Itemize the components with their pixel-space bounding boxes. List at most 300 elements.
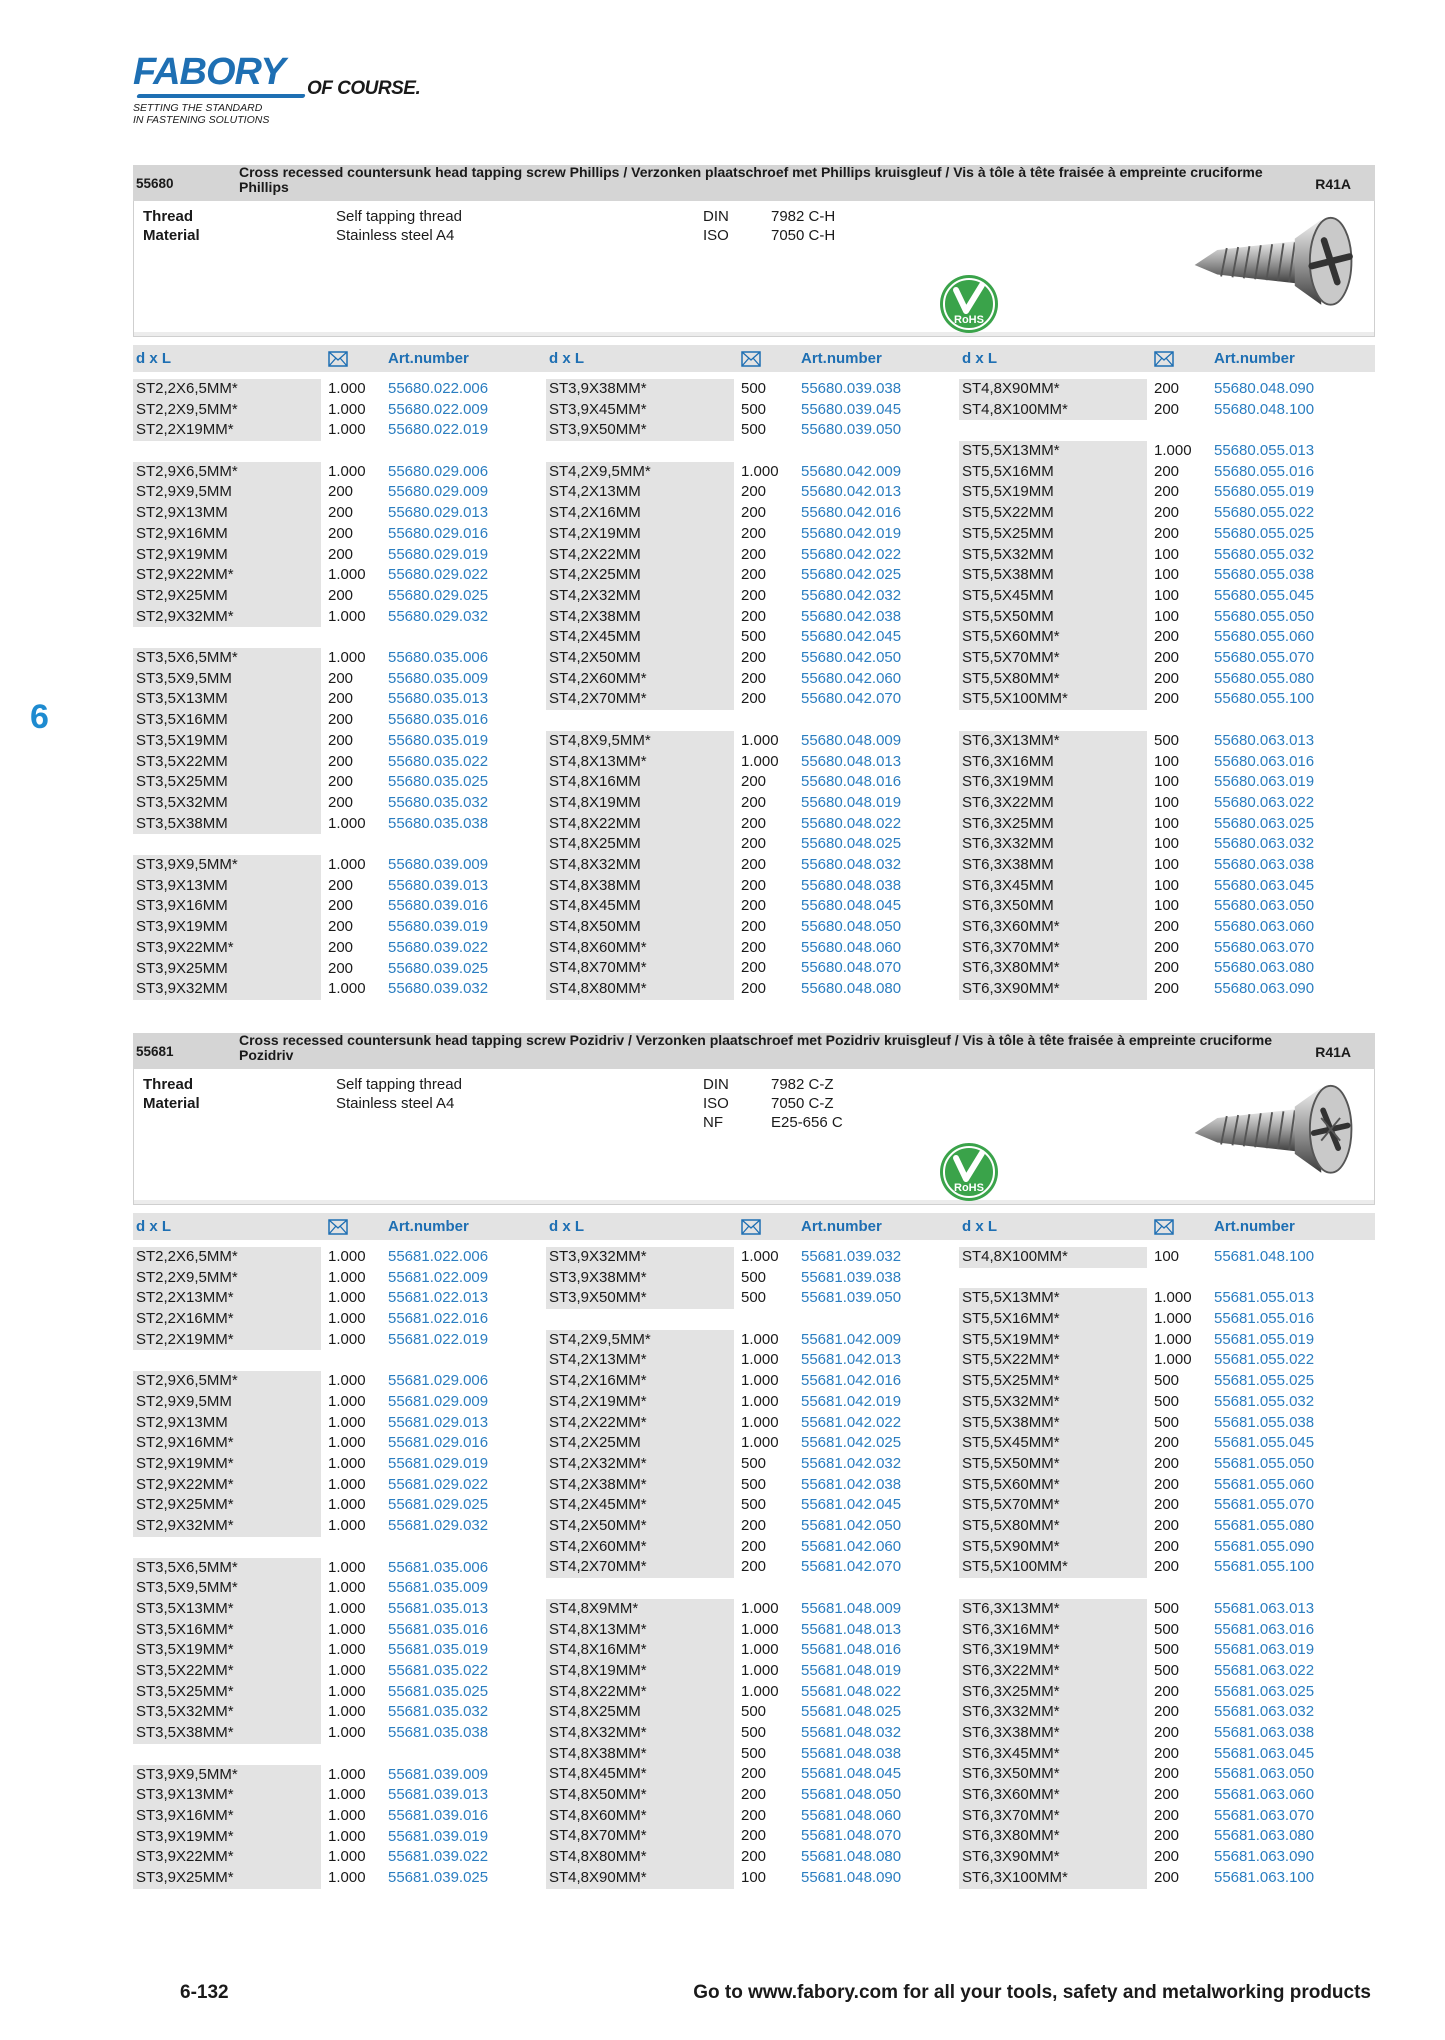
article-number-link[interactable]: 55681.063.016 (1214, 1620, 1315, 1638)
article-number-link[interactable]: 55680.063.025 (1214, 814, 1315, 832)
article-number-link[interactable]: 55680.035.019 (388, 731, 489, 749)
article-number-link[interactable]: 55681.048.016 (801, 1641, 902, 1659)
size-cell: ST3,9X32MM (133, 979, 321, 1000)
article-number-link[interactable]: 55681.035.016 (388, 1620, 489, 1638)
article-number-link[interactable]: 55681.042.038 (801, 1475, 902, 1493)
article-number-link[interactable]: 55680.022.019 (388, 421, 489, 439)
article-number-link[interactable]: 55680.039.019 (388, 918, 489, 936)
article-number-link[interactable]: 55681.039.022 (388, 1848, 489, 1866)
column-header-artnumber: Art.number (388, 1218, 469, 1235)
article-number-link[interactable]: 55681.042.009 (801, 1330, 902, 1348)
article-number-link[interactable]: 55681.029.022 (388, 1475, 489, 1493)
standard-value: 7050 C-H (771, 227, 836, 244)
article-number-link[interactable]: 55681.035.013 (388, 1599, 489, 1617)
size-cell: ST2,9X25MM (133, 586, 321, 607)
table-row (133, 379, 545, 400)
packaging-quantity-header (328, 1219, 348, 1240)
size-cell: ST4,8X22MM* (546, 1682, 734, 1703)
article-number-link[interactable]: 55680.042.050 (801, 648, 902, 666)
article-number-link[interactable]: 55680.055.045 (1214, 586, 1315, 604)
size-cell: ST4,8X70MM* (546, 1826, 734, 1847)
article-number-link[interactable]: 55681.042.019 (801, 1392, 902, 1410)
article-number-link[interactable]: 55681.029.025 (388, 1496, 489, 1514)
article-number-link[interactable]: 55681.063.050 (1214, 1765, 1315, 1783)
table-row (959, 565, 1371, 586)
table-row (546, 1557, 958, 1578)
size-cell: ST3,9X9,5MM* (133, 855, 321, 876)
table-row (133, 1868, 545, 1889)
article-number-link[interactable]: 55681.048.050 (801, 1786, 902, 1804)
quantity-cell: 500 (741, 628, 767, 646)
quantity-cell: 200 (1154, 1496, 1180, 1514)
article-number-link[interactable]: 55681.063.025 (1214, 1682, 1315, 1700)
article-number-link[interactable]: 55681.029.016 (388, 1434, 489, 1452)
article-number-link[interactable]: 55681.042.025 (801, 1434, 902, 1452)
size-cell: ST2,9X16MM* (133, 1433, 321, 1454)
article-number-link[interactable]: 55680.063.045 (1214, 876, 1315, 894)
table-row (959, 876, 1371, 897)
size-cell: ST2,9X6,5MM* (133, 462, 321, 483)
table-row (133, 1785, 545, 1806)
article-number-link[interactable]: 55680.039.009 (388, 856, 489, 874)
table-row (959, 1620, 1371, 1641)
article-number-link[interactable]: 55681.029.013 (388, 1413, 489, 1431)
size-cell: ST4,2X25MM (546, 1433, 734, 1454)
article-number-link[interactable]: 55681.042.070 (801, 1558, 902, 1576)
quantity-cell: 1.000 (328, 1268, 366, 1286)
article-number-link[interactable]: 55680.063.038 (1214, 856, 1315, 874)
column-header-artnumber: Art.number (1214, 1218, 1295, 1235)
article-number-link[interactable]: 55680.022.009 (388, 400, 489, 418)
article-number-link[interactable]: 55681.048.080 (801, 1848, 902, 1866)
size-cell: ST4,2X22MM* (546, 1413, 734, 1434)
article-number-link[interactable]: 55681.055.038 (1214, 1413, 1315, 1431)
quantity-cell: 200 (1154, 1868, 1180, 1886)
column-header-dxl: d x L (549, 350, 585, 367)
article-number-link[interactable]: 55680.055.016 (1214, 462, 1315, 480)
article-number-link[interactable]: 55681.063.013 (1214, 1599, 1315, 1617)
article-number-link[interactable]: 55681.048.013 (801, 1620, 902, 1638)
article-number-link[interactable]: 55680.055.100 (1214, 690, 1315, 708)
table-row (133, 1702, 545, 1723)
material-label: Material (143, 227, 200, 244)
article-number-link[interactable]: 55680.042.025 (801, 566, 902, 584)
table-row (133, 876, 545, 897)
article-number-link[interactable]: 55680.055.060 (1214, 628, 1315, 646)
article-number-link[interactable]: 55681.029.019 (388, 1454, 489, 1472)
article-number-link[interactable]: 55681.042.016 (801, 1372, 902, 1390)
size-cell: ST2,9X25MM* (133, 1495, 321, 1516)
article-number-link[interactable]: 55681.035.022 (388, 1661, 489, 1679)
article-number-link[interactable]: 55681.055.060 (1214, 1475, 1315, 1493)
article-number-link[interactable]: 55680.048.080 (801, 980, 902, 998)
article-number-link[interactable]: 55681.035.038 (388, 1724, 489, 1741)
article-number-link[interactable]: 55681.048.090 (801, 1868, 902, 1886)
quantity-cell: 500 (741, 1496, 767, 1514)
article-number-link[interactable]: 55680.039.032 (388, 980, 489, 998)
article-number-link[interactable]: 55681.055.045 (1214, 1434, 1315, 1452)
article-number-link[interactable]: 55681.055.016 (1214, 1310, 1315, 1328)
size-cell: ST3,9X22MM* (133, 1847, 321, 1868)
article-number-link[interactable]: 55681.048.009 (801, 1599, 902, 1617)
table-row (959, 814, 1371, 835)
packaging-quantity-header (328, 351, 348, 372)
article-number-link[interactable]: 55681.042.045 (801, 1496, 902, 1514)
table-row (546, 1392, 958, 1413)
article-number-link[interactable]: 55680.055.022 (1214, 504, 1315, 522)
article-number-link[interactable]: 55681.022.013 (388, 1289, 489, 1307)
article-number-link[interactable]: 55681.042.060 (801, 1537, 902, 1555)
quantity-cell: 1.000 (741, 1434, 779, 1452)
article-number-link[interactable]: 55681.039.025 (388, 1868, 489, 1886)
quantity-cell: 200 (741, 1806, 767, 1824)
article-number-link[interactable]: 55680.042.032 (801, 586, 902, 604)
column-header-dxl: d x L (962, 350, 998, 367)
svg-text:RoHS: RoHS (954, 314, 984, 326)
article-number-link[interactable]: 55680.048.022 (801, 814, 902, 832)
article-number-link[interactable]: 55680.039.016 (388, 897, 489, 915)
article-number-link[interactable]: 55680.063.090 (1214, 980, 1315, 998)
article-number-link[interactable]: 55681.022.006 (388, 1248, 489, 1265)
table-row (959, 1868, 1371, 1889)
article-number-link[interactable]: 55681.055.090 (1214, 1537, 1315, 1555)
article-number-link[interactable]: 55680.029.032 (388, 607, 489, 625)
article-number-link[interactable]: 55680.035.022 (388, 752, 489, 770)
article-number-link[interactable]: 55680.048.060 (801, 938, 902, 956)
article-number-link[interactable]: 55681.048.038 (801, 1744, 902, 1762)
size-group (133, 379, 545, 441)
article-number-link[interactable]: 55680.039.022 (388, 938, 489, 956)
size-cell: ST3,5X9,5MM* (133, 1578, 321, 1599)
quantity-cell: 1.000 (328, 980, 366, 998)
article-number-link[interactable]: 55680.042.070 (801, 690, 902, 708)
article-number-link[interactable]: 55681.048.060 (801, 1806, 902, 1824)
article-number-link[interactable]: 55680.035.016 (388, 711, 489, 729)
table-row (959, 1475, 1371, 1496)
article-number-link[interactable]: 55681.063.060 (1214, 1786, 1315, 1804)
article-number-link[interactable]: 55680.042.019 (801, 524, 902, 542)
size-cell: ST4,8X100MM* (959, 400, 1147, 421)
article-number-link[interactable]: 55680.063.070 (1214, 938, 1315, 956)
table-row (133, 855, 545, 876)
quantity-cell: 1.000 (328, 1620, 366, 1638)
size-group (546, 1247, 958, 1309)
article-number-link[interactable]: 55681.055.013 (1214, 1289, 1315, 1307)
article-number-link[interactable]: 55681.042.050 (801, 1516, 902, 1534)
table-row (546, 752, 958, 773)
article-number-link[interactable]: 55681.039.038 (801, 1268, 902, 1286)
article-number-link[interactable]: 55680.029.022 (388, 566, 489, 584)
quantity-cell: 1.000 (328, 856, 366, 874)
quantity-cell: 200 (741, 566, 767, 584)
article-number-link[interactable]: 55680.039.013 (388, 876, 489, 894)
size-cell: ST6,3X80MM* (959, 1826, 1147, 1847)
size-cell: ST3,5X25MM (133, 772, 321, 793)
article-number-link[interactable]: 55681.063.070 (1214, 1806, 1315, 1824)
article-number-link[interactable]: 55681.055.019 (1214, 1330, 1315, 1348)
quantity-cell: 200 (328, 773, 354, 791)
article-number-link[interactable]: 55680.055.070 (1214, 648, 1315, 666)
size-cell: ST6,3X22MM (959, 793, 1147, 814)
article-number-link[interactable]: 55681.055.025 (1214, 1372, 1315, 1390)
article-number-link[interactable]: 55680.039.025 (388, 959, 489, 977)
article-number-link[interactable]: 55681.063.045 (1214, 1744, 1315, 1762)
quantity-cell: 200 (328, 876, 354, 894)
table-row (133, 648, 545, 669)
article-number-link[interactable]: 55681.039.013 (388, 1786, 489, 1804)
table-row (546, 1247, 958, 1268)
article-number-link[interactable]: 55681.022.009 (388, 1268, 489, 1286)
article-number-link[interactable]: 55680.042.016 (801, 504, 902, 522)
article-number-link[interactable]: 55680.035.009 (388, 669, 489, 687)
article-number-link[interactable]: 55681.042.032 (801, 1454, 902, 1472)
article-number-link[interactable]: 55680.035.032 (388, 793, 489, 811)
size-cell: ST4,2X9,5MM* (546, 1330, 734, 1351)
size-cell: ST6,3X16MM* (959, 1620, 1147, 1641)
quantity-cell: 1.000 (328, 421, 366, 439)
size-cell: ST2,9X16MM (133, 524, 321, 545)
article-number-link[interactable]: 55680.039.045 (801, 400, 902, 418)
quantity-cell: 100 (1154, 897, 1180, 915)
article-number-link[interactable]: 55681.055.022 (1214, 1351, 1315, 1369)
article-number-link[interactable]: 55680.055.019 (1214, 483, 1315, 501)
size-cell: ST2,9X32MM* (133, 607, 321, 628)
size-cell: ST5,5X50MM (959, 607, 1147, 628)
article-number-link[interactable]: 55681.063.090 (1214, 1848, 1315, 1866)
article-number-link[interactable]: 55681.035.025 (388, 1682, 489, 1700)
quantity-cell: 200 (741, 648, 767, 666)
table-row (546, 1640, 958, 1661)
article-number-link[interactable]: 55680.063.013 (1214, 731, 1315, 749)
quantity-cell: 200 (741, 918, 767, 936)
quantity-cell: 100 (1154, 773, 1180, 791)
table-row (959, 503, 1371, 524)
size-cell: ST4,8X50MM (546, 917, 734, 938)
article-number-link[interactable]: 55680.055.032 (1214, 545, 1315, 563)
size-cell: ST5,5X80MM* (959, 669, 1147, 690)
table-row (133, 772, 545, 793)
article-number-link[interactable]: 55681.039.050 (801, 1289, 902, 1307)
quantity-cell: 1.000 (328, 1786, 366, 1804)
quantity-cell: 500 (741, 1475, 767, 1493)
size-cell: ST4,8X25MM (546, 1702, 734, 1723)
size-cell: ST5,5X13MM* (959, 441, 1147, 462)
article-number-link[interactable]: 55681.048.100 (1214, 1248, 1315, 1265)
article-number-link[interactable]: 55680.035.038 (388, 814, 489, 832)
article-number-link[interactable]: 55680.042.060 (801, 669, 902, 687)
article-number-link[interactable]: 55681.048.045 (801, 1765, 902, 1783)
article-number-link[interactable]: 55680.063.050 (1214, 897, 1315, 915)
article-number-link[interactable]: 55681.055.070 (1214, 1496, 1315, 1514)
article-number-link[interactable]: 55681.048.019 (801, 1661, 902, 1679)
table-row (546, 586, 958, 607)
logo-tagline-line2: IN FASTENING SOLUTIONS (133, 114, 270, 126)
quantity-cell: 200 (1154, 1682, 1180, 1700)
article-number-link[interactable]: 55681.035.032 (388, 1703, 489, 1721)
quantity-cell: 500 (741, 1744, 767, 1762)
size-cell: ST6,3X19MM* (959, 1640, 1147, 1661)
article-number-link[interactable]: 55680.029.013 (388, 504, 489, 522)
article-number-link[interactable]: 55680.042.045 (801, 628, 902, 646)
table-row (959, 1288, 1371, 1309)
article-number-link[interactable]: 55680.048.032 (801, 856, 902, 874)
article-number-link[interactable]: 55681.063.019 (1214, 1641, 1315, 1659)
quantity-cell: 200 (1154, 1434, 1180, 1452)
article-number-link[interactable]: 55680.063.016 (1214, 752, 1315, 770)
article-number-link[interactable]: 55681.048.070 (801, 1827, 902, 1845)
article-number-link[interactable]: 55680.029.006 (388, 462, 489, 480)
quantity-cell: 1.000 (741, 1330, 779, 1348)
article-number-link[interactable]: 55680.048.009 (801, 731, 902, 749)
quantity-cell: 1.000 (328, 1330, 366, 1348)
quantity-cell: 200 (328, 752, 354, 770)
article-number-link[interactable]: 55681.029.009 (388, 1392, 489, 1410)
article-number-link[interactable]: 55681.055.050 (1214, 1454, 1315, 1472)
article-number-link[interactable]: 55681.042.013 (801, 1351, 902, 1369)
quantity-cell: 500 (741, 1703, 767, 1721)
article-number-link[interactable]: 55681.048.025 (801, 1703, 902, 1721)
article-number-link[interactable]: 55681.063.032 (1214, 1703, 1315, 1721)
table-row (546, 462, 958, 483)
table-row (959, 1433, 1371, 1454)
article-number-link[interactable]: 55681.039.019 (388, 1827, 489, 1845)
article-number-link[interactable]: 55681.042.022 (801, 1413, 902, 1431)
quantity-cell: 1.000 (328, 814, 366, 832)
article-number-link[interactable]: 55680.048.013 (801, 752, 902, 770)
article-number-link[interactable]: 55680.022.006 (388, 380, 489, 397)
table-row (546, 1723, 958, 1744)
article-number-link[interactable]: 55680.042.038 (801, 607, 902, 625)
quantity-cell: 200 (1154, 918, 1180, 936)
table-row (959, 1309, 1371, 1330)
size-cell: ST6,3X16MM (959, 752, 1147, 773)
article-number-link[interactable]: 55680.048.050 (801, 918, 902, 936)
article-number-link[interactable]: 55680.063.019 (1214, 773, 1315, 791)
table-row (959, 627, 1371, 648)
article-number-link[interactable]: 55680.029.025 (388, 586, 489, 604)
article-number-link[interactable]: 55680.048.090 (1214, 380, 1315, 397)
article-number-link[interactable]: 55681.048.022 (801, 1682, 902, 1700)
article-number-link[interactable]: 55680.042.022 (801, 545, 902, 563)
size-cell: ST4,8X13MM* (546, 1620, 734, 1641)
size-cell: ST2,9X13MM (133, 503, 321, 524)
article-number-link[interactable]: 55680.055.050 (1214, 607, 1315, 625)
article-number-link[interactable]: 55680.063.022 (1214, 793, 1315, 811)
table-row (133, 1495, 545, 1516)
article-number-link[interactable]: 55680.042.009 (801, 462, 902, 480)
article-number-link[interactable]: 55681.048.032 (801, 1724, 902, 1742)
quantity-cell: 100 (1154, 566, 1180, 584)
article-number-link[interactable]: 55680.055.013 (1214, 442, 1315, 460)
article-number-link[interactable]: 55680.048.100 (1214, 400, 1315, 418)
article-number-link[interactable]: 55680.048.016 (801, 773, 902, 791)
article-number-link[interactable]: 55680.042.013 (801, 483, 902, 501)
article-number-link[interactable]: 55680.055.080 (1214, 669, 1315, 687)
article-number-link[interactable]: 55680.048.025 (801, 835, 902, 853)
article-number-link[interactable]: 55680.029.019 (388, 545, 489, 563)
quantity-cell: 1.000 (741, 1661, 779, 1679)
article-number-link[interactable]: 55680.063.060 (1214, 918, 1315, 936)
size-cell: ST6,3X50MM (959, 896, 1147, 917)
article-number-link[interactable]: 55680.063.080 (1214, 959, 1315, 977)
article-number-link[interactable]: 55680.055.038 (1214, 566, 1315, 584)
article-number-link[interactable]: 55681.063.022 (1214, 1661, 1315, 1679)
table-row (959, 1764, 1371, 1785)
quantity-cell: 1.000 (741, 1248, 779, 1265)
article-number-link[interactable]: 55681.063.038 (1214, 1724, 1315, 1742)
article-number-link[interactable]: 55681.035.006 (388, 1558, 489, 1576)
size-cell: ST4,2X32MM* (546, 1454, 734, 1475)
article-number-link[interactable]: 55680.029.016 (388, 524, 489, 542)
quantity-cell: 200 (741, 483, 767, 501)
table-row (133, 607, 545, 628)
article-number-link[interactable]: 55681.055.100 (1214, 1558, 1315, 1576)
quantity-cell: 500 (741, 1724, 767, 1742)
size-cell: ST2,2X6,5MM* (133, 379, 321, 400)
thread-label: Thread (143, 208, 194, 225)
size-cell: ST6,3X22MM* (959, 1661, 1147, 1682)
article-number-link[interactable]: 55680.048.045 (801, 897, 902, 915)
article-number-link[interactable]: 55680.039.050 (801, 421, 902, 439)
article-number-link[interactable]: 55681.029.032 (388, 1517, 489, 1534)
quantity-cell: 200 (741, 897, 767, 915)
size-cell: ST5,5X80MM* (959, 1516, 1147, 1537)
article-number-link[interactable]: 55681.022.016 (388, 1310, 489, 1328)
article-number-link[interactable]: 55680.029.009 (388, 483, 489, 501)
size-group (959, 1247, 1371, 1268)
size-cell: ST2,2X13MM* (133, 1288, 321, 1309)
article-number-link[interactable]: 55680.048.070 (801, 959, 902, 977)
size-cell: ST3,9X25MM* (133, 1868, 321, 1889)
article-number-link[interactable]: 55680.035.025 (388, 773, 489, 791)
article-number-link[interactable]: 55681.039.009 (388, 1765, 489, 1783)
article-number-link[interactable]: 55680.048.038 (801, 876, 902, 894)
quantity-cell: 200 (328, 793, 354, 811)
envelope-icon (1154, 351, 1174, 367)
size-cell: ST2,2X6,5MM* (133, 1247, 321, 1268)
article-number-link[interactable]: 55681.029.006 (388, 1372, 489, 1390)
size-cell: ST4,8X100MM* (959, 1247, 1147, 1268)
article-number-link[interactable]: 55681.063.080 (1214, 1827, 1315, 1845)
table-row (546, 1475, 958, 1496)
article-number-link[interactable]: 55680.055.025 (1214, 524, 1315, 542)
article-number-link[interactable]: 55681.063.100 (1214, 1868, 1315, 1886)
article-number-link[interactable]: 55681.039.016 (388, 1806, 489, 1824)
table-row (546, 689, 958, 710)
article-number-link[interactable]: 55681.039.032 (801, 1248, 902, 1265)
article-number-link[interactable]: 55681.035.009 (388, 1579, 489, 1597)
article-number-link[interactable]: 55681.055.080 (1214, 1516, 1315, 1534)
table-row (959, 1806, 1371, 1827)
article-number-link[interactable]: 55680.035.013 (388, 690, 489, 708)
article-number-link[interactable]: 55681.035.019 (388, 1641, 489, 1659)
size-cell: ST5,5X50MM* (959, 1454, 1147, 1475)
quantity-cell: 200 (741, 524, 767, 542)
article-number-link[interactable]: 55680.039.038 (801, 380, 902, 397)
table-row (959, 462, 1371, 483)
table-row (546, 1537, 958, 1558)
quantity-cell: 200 (741, 1516, 767, 1534)
size-cell: ST4,2X19MM* (546, 1392, 734, 1413)
table-row (546, 1454, 958, 1475)
article-number-link[interactable]: 55680.063.032 (1214, 835, 1315, 853)
article-number-link[interactable]: 55680.048.019 (801, 793, 902, 811)
article-number-link[interactable]: 55681.022.019 (388, 1330, 489, 1348)
size-cell: ST3,5X9,5MM (133, 669, 321, 690)
article-number-link[interactable]: 55680.035.006 (388, 649, 489, 667)
article-number-link[interactable]: 55681.055.032 (1214, 1392, 1315, 1410)
table-row (959, 1516, 1371, 1537)
